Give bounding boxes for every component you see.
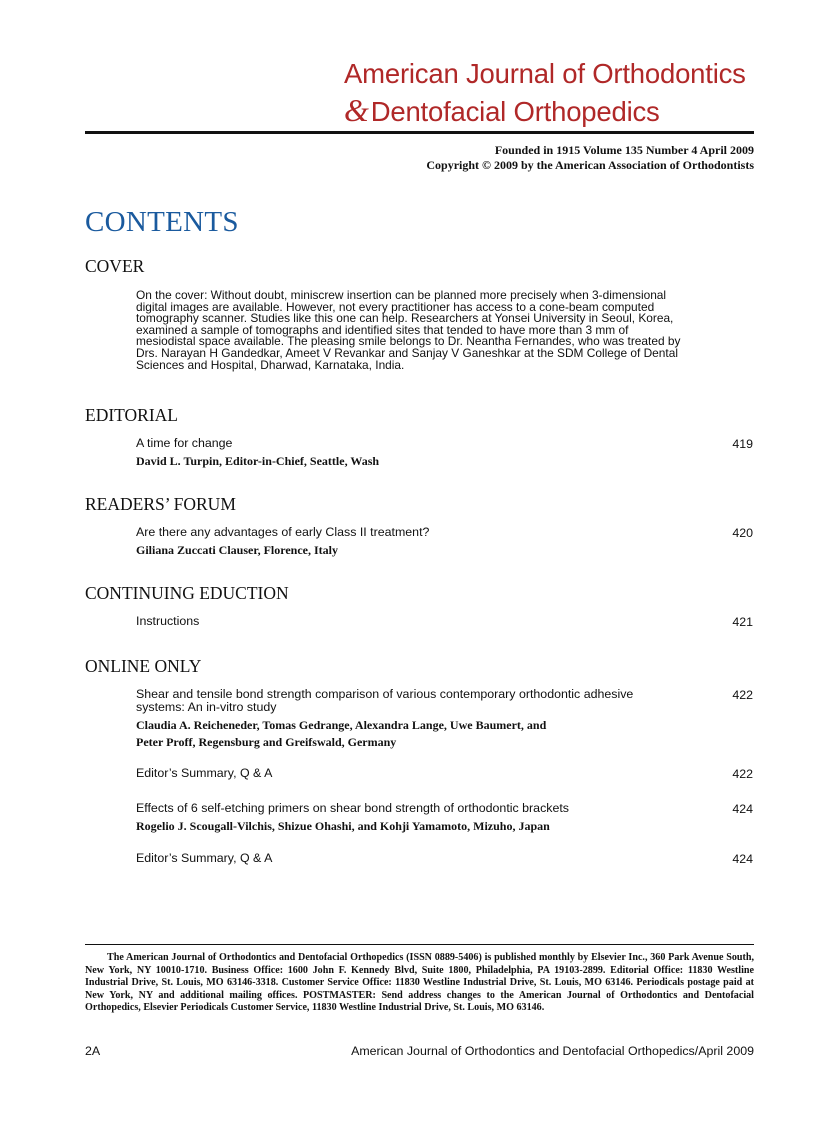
entry-title[interactable]: Effects of 6 self-etching primers on shear bond strength of orthodontic brackets [136,801,569,815]
entry-page: 420 [732,526,753,540]
entry-page: 424 [732,802,753,816]
journal-title-line2-text: Dentofacial Orthopedics [370,96,660,127]
entry-authors: David L. Turpin, Editor-in-Chief, Seattle, Wash [136,454,380,468]
copyright-line: Copyright © 2009 by the American Association of Orthodontists [426,158,754,172]
section-heading-online-only: ONLINE ONLY [85,656,202,676]
section-heading-continuing-education: CONTINUING EDUCTION [85,583,289,603]
entry-page: 424 [732,852,753,866]
section-heading-editorial: EDITORIAL [85,405,178,425]
entry-title[interactable]: Editor’s Summary, Q & A [136,766,273,780]
section-heading-readers-forum: READERS’ FORUM [85,494,236,514]
entry-title[interactable]: Shear and tensile bond strength comparison of various contemporary orthodontic adhesive systems: An in-vitro study [136,687,634,714]
publisher-notice: The American Journal of Orthodontics and Dentofacial Orthopedics (ISSN 0889-5406) is published monthly by Elsevier Inc., 360 Park Avenue South, New York, NY 10010-1710. Business Office: 1600 John F. Kennedy Blvd, Suite 1800, Philadelphia, PA 19103-2899. Editorial Office: 11830 Westline Industrial Drive, St. Louis, MO 63146-3318. Customer Service Office: 11830 Westline Industrial Drive, St. Louis, MO 63146. Periodicals postage paid at New York, NY and additional mailing offices. POSTMASTER: Send address changes to the American Journal of Orthodontics and Dentofacial Orthopedics, Elsevier Periodicals Customer Service, 11830 Westline Industrial Drive, St. Louis, MO 63146. [85,952,754,1014]
page-number: 2A [85,1044,101,1058]
entry-authors: Giliana Zuccati Clauser, Florence, Italy [136,543,338,557]
entry-page: 419 [732,437,753,451]
entry-title[interactable]: Editor’s Summary, Q & A [136,851,273,865]
running-footer: American Journal of Orthodontics and Dentofacial Orthopedics/April 2009 [351,1044,754,1058]
footer-rule [85,944,754,945]
cover-description: On the cover: Without doubt, miniscrew insertion can be planned more precisely when 3-dimensional digital images are available. However, not every practitioner has access to a cone-beam computed tomography scanner. Studies like this one can help. Researchers at Yonsei University in Seoul, Korea, examined a sample of tomographs and identified sites that tended to have more than 3 mm of mesiodistal space available. The pleasing smile belongs to Dr. Neantha Fernandes, who was treated by Drs. Narayan H Gandedkar, Ameet V Revankar and Sanjay V Ganeshkar at the SDM College of Dental Sciences and Hospital, Dharwad, Karnataka, India. [136,288,681,372]
issue-info: Founded in 1915 Volume 135 Number 4 April 2009 [494,143,754,157]
entry-page: 422 [732,767,753,781]
entry-authors: Claudia A. Reicheneder, Tomas Gedrange, Alexandra Lange, Uwe Baumert, and [136,718,547,732]
entry-title[interactable]: Are there any advantages of early Class II treatment? [136,525,430,539]
entry-authors: Rogelio J. Scougall-Vilchis, Shizue Ohashi, and Kohji Yamamoto, Mizuho, Japan [136,819,550,833]
entry-page: 421 [732,615,753,629]
entry-authors: Peter Proff, Regensburg and Greifswald, Germany [136,735,397,749]
journal-title-line1: American Journal of Orthodontics [344,58,746,89]
entry-title[interactable]: A time for change [136,436,233,450]
contents-title: CONTENTS [85,206,239,238]
journal-title-line2 [344,92,764,129]
section-heading-cover: COVER [85,256,145,276]
header-rule [85,131,754,134]
entry-page: 422 [732,688,753,702]
ampersand: & [344,92,369,128]
entry-title[interactable]: Instructions [136,614,200,628]
